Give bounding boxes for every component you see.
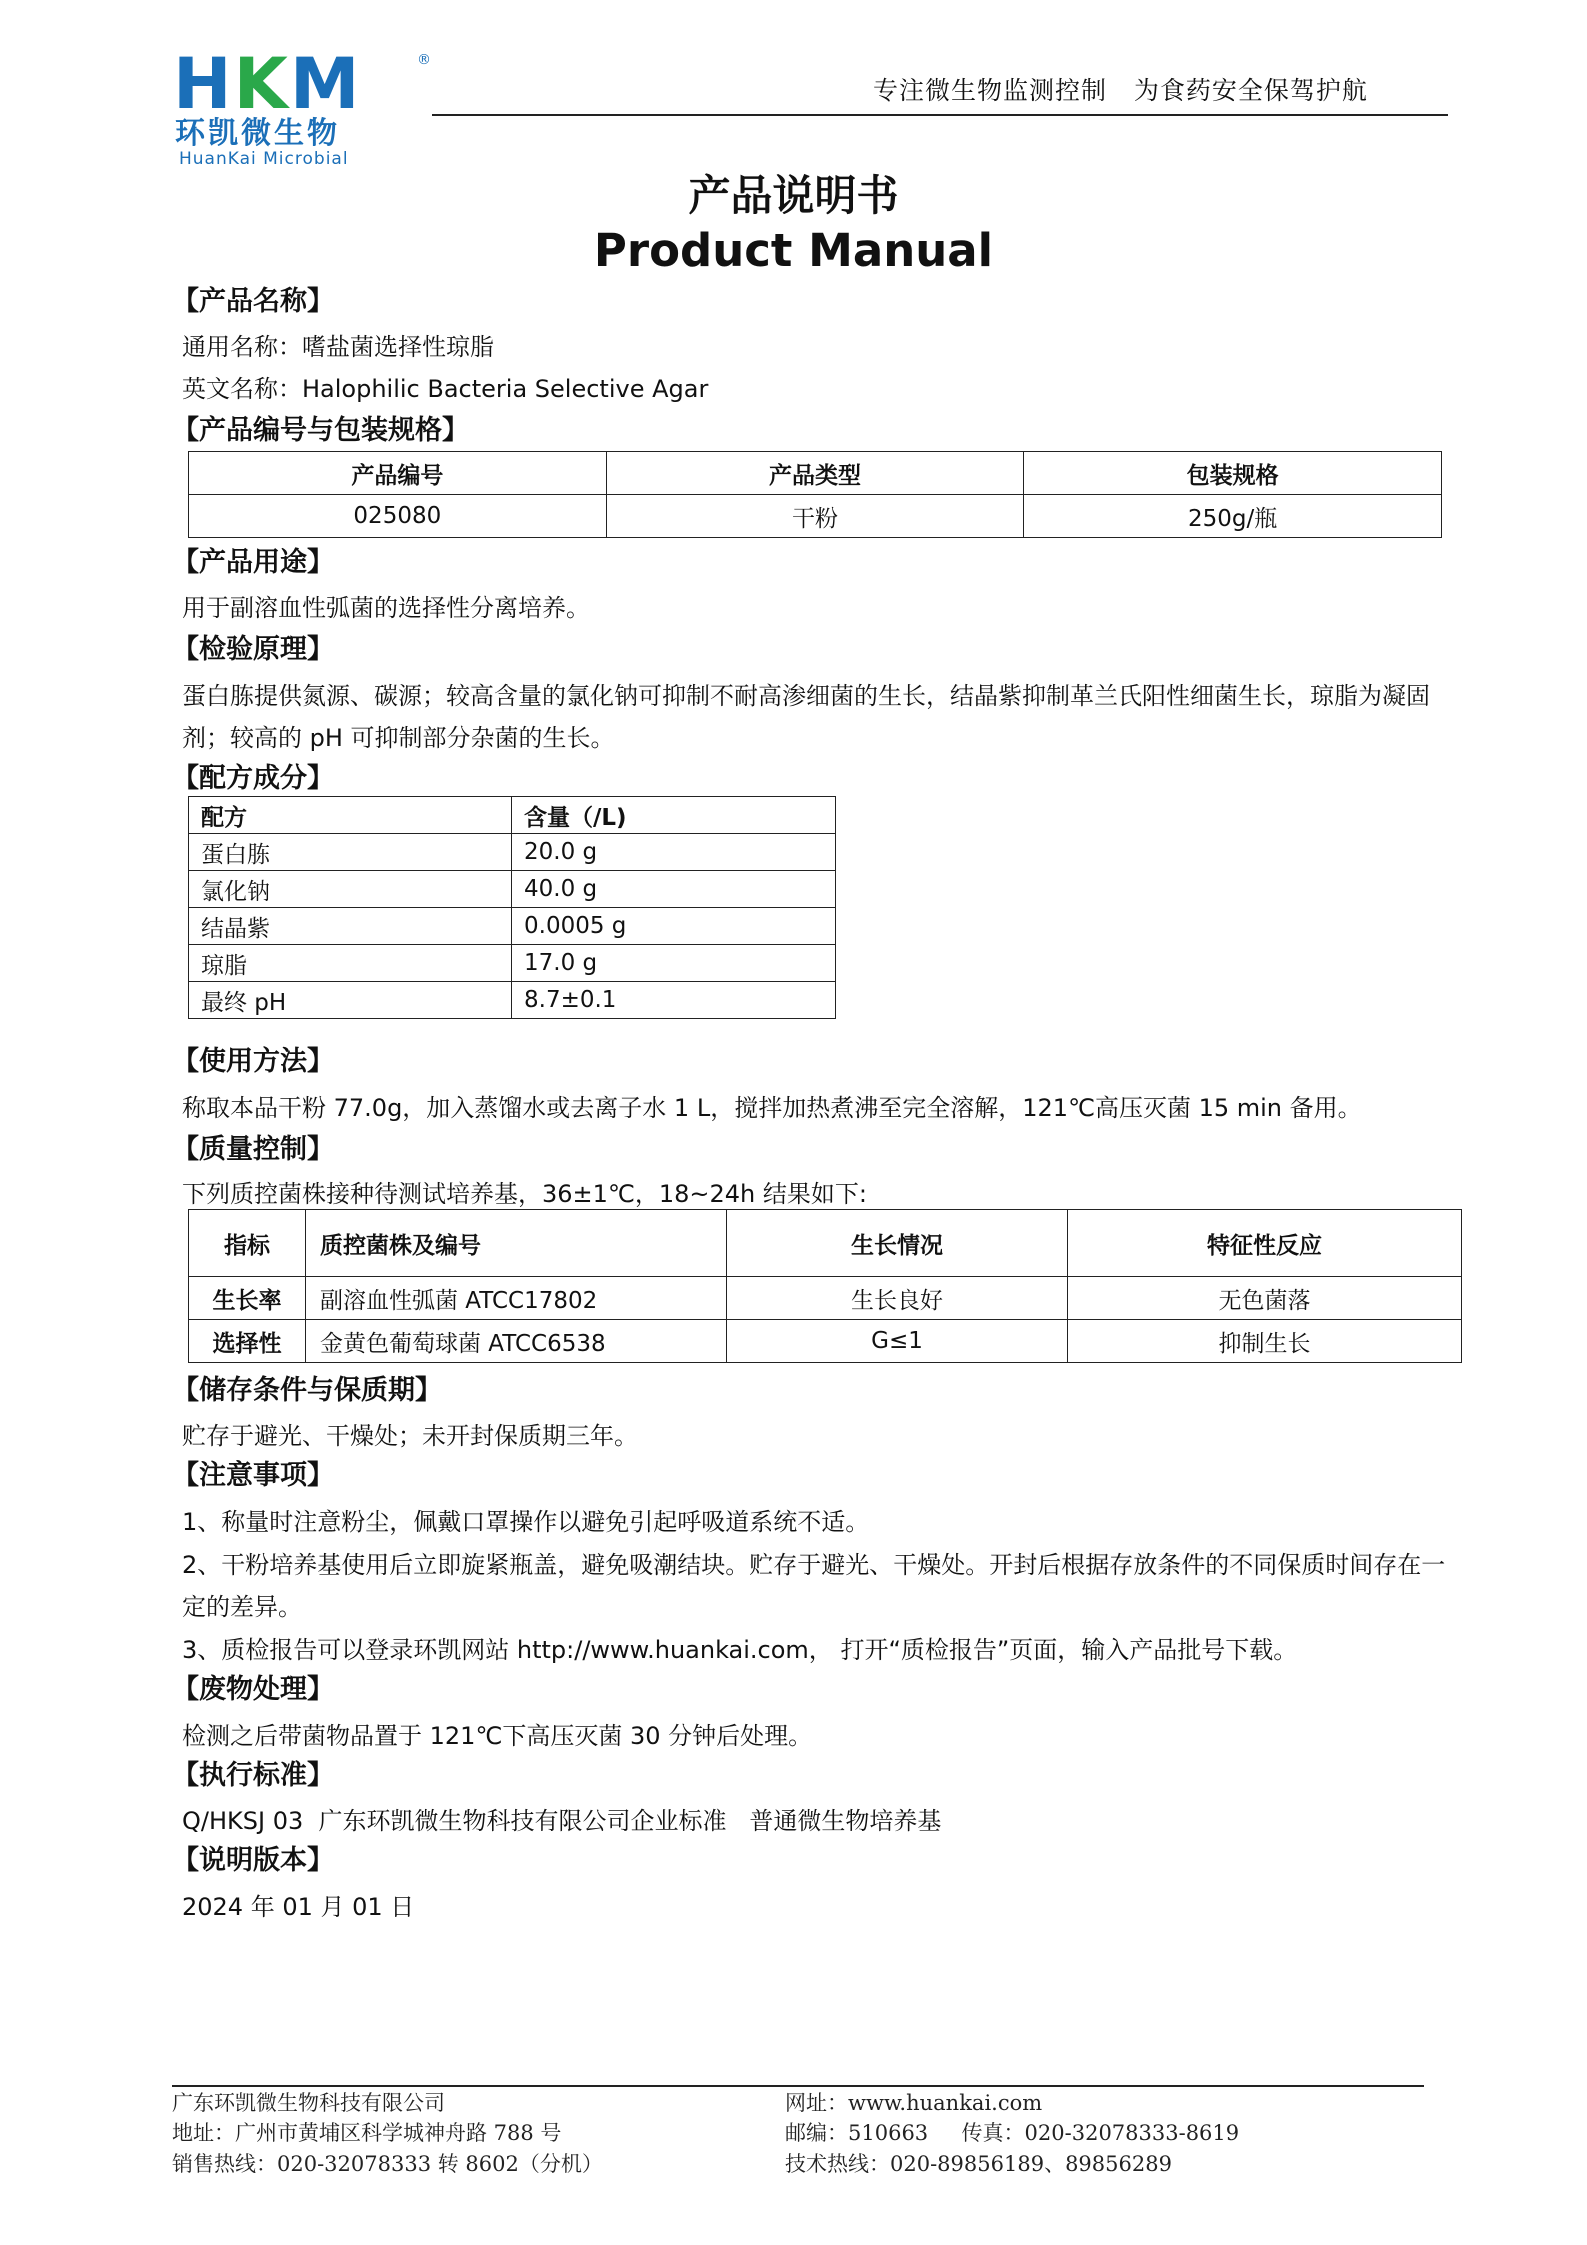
qc-indicator: 生长率 [189,1277,306,1320]
ingredient-amount: 17.0 g [512,945,836,982]
quality-control-table [188,1209,1462,1363]
qc-strain: 金黄色葡萄球菌 ATCC6538 [306,1320,727,1363]
table-row [189,495,1442,538]
table-header-cell: 配方 [189,797,512,834]
company-logo [173,43,433,169]
section-heading-waste: 【废物处理】 [172,1674,334,1705]
header-slogan: 专注微生物监测控制 为食药安全保驾护航 [873,76,1368,105]
ingredient-name: 氯化钠 [189,871,512,908]
footer-website[interactable]: 网址：www.huankai.com [785,2091,1043,2115]
section-heading-notes: 【注意事项】 [172,1460,334,1491]
table-header-cell: 产品编号 [189,452,607,495]
ingredient-name: 蛋白胨 [189,834,512,871]
qc-intro: 下列质控菌株接种待测试培养基，36±1℃，18~24h 结果如下: [182,1180,867,1208]
method-text: 称取本品干粉 77.0g，加入蒸馏水或去离子水 1 L，搅拌加热煮沸至完全溶解，121℃高压灭菌 15 min 备用。 [182,1094,1362,1122]
note-1: 1、称量时注意粉尘，佩戴口罩操作以避免引起呼吸道系统不适。 [182,1508,870,1536]
table-header-cell: 产品类型 [606,452,1024,495]
footer-sales-hotline: 销售热线：020-32078333 转 8602（分机） [172,2152,603,2176]
qc-indicator: 选择性 [189,1320,306,1363]
page-title-chinese: 产品说明书 [688,171,899,220]
package-table [188,451,1442,538]
section-heading-version: 【说明版本】 [172,1845,334,1876]
footer-tech-hotline: 技术热线：020-89856189、89856289 [785,2152,1172,2176]
waste-text: 检测之后带菌物品置于 121℃下高压灭菌 30 分钟后处理。 [182,1722,813,1750]
table-row [189,834,836,871]
header-divider [432,114,1448,116]
note-3: 3、质检报告可以登录环凯网站 http://www.huankai.com， 打开“质检报告”页面，输入产品批号下载。 [182,1636,1298,1664]
table-row [189,1320,1462,1363]
formula-table [188,796,836,1019]
footer-divider [172,2085,1424,2087]
section-heading-storage: 【储存条件与保质期】 [172,1375,442,1406]
table-row [189,1277,1462,1320]
table-row [189,945,836,982]
qc-reaction: 抑制生长 [1068,1320,1462,1363]
note-2-line-1: 2、干粉培养基使用后立即旋紧瓶盖，避免吸潮结块。贮存于避光、干燥处。开封后根据存放条件的不同保质时间存在一 [182,1551,1446,1579]
section-heading-product-name: 【产品名称】 [172,286,334,317]
table-header-cell: 质控菌株及编号 [306,1210,727,1277]
standard-text: Q/HKSJ 03 广东环凯微生物科技有限公司企业标准 普通微生物培养基 [182,1807,942,1835]
footer-address: 地址：广州市黄埔区科学城神舟路 788 号 [172,2121,562,2145]
registered-mark: ® [417,52,431,68]
ingredient-amount: 40.0 g [512,871,836,908]
ingredient-amount: 0.0005 g [512,908,836,945]
package-size: 250g/瓶 [1024,495,1442,538]
ingredient-name: 结晶紫 [189,908,512,945]
principle-line-2: 剂；较高的 pH 可抑制部分杂菌的生长。 [182,724,615,752]
ingredient-amount: 8.7±0.1 [512,982,836,1019]
section-heading-package: 【产品编号与包装规格】 [172,415,469,446]
footer-company: 广东环凯微生物科技有限公司 [172,2091,445,2115]
section-heading-standard: 【执行标准】 [172,1760,334,1791]
table-row [189,871,836,908]
english-name: 英文名称：Halophilic Bacteria Selective Agar [182,375,709,403]
footer-postcode-fax: 邮编：510663 传真：020-32078333-8619 [785,2121,1240,2145]
usage-text: 用于副溶血性弧菌的选择性分离培养。 [182,594,590,622]
qc-strain: 副溶血性弧菌 ATCC17802 [306,1277,727,1320]
table-header-row [189,797,836,834]
logo-english-name: HuanKai Microbial [179,149,349,169]
table-header-row [189,1210,1462,1277]
table-header-cell: 含量（/L) [512,797,836,834]
page-title-english: Product Manual [593,224,994,277]
table-row [189,982,836,1019]
table-header-cell: 特征性反应 [1068,1210,1462,1277]
product-type: 干粉 [606,495,1024,538]
table-header-cell: 指标 [189,1210,306,1277]
logo-mark: HKM [173,43,362,125]
table-header-cell: 包装规格 [1024,452,1442,495]
product-number: 025080 [189,495,607,538]
qc-growth: G≤1 [727,1320,1068,1363]
qc-reaction: 无色菌落 [1068,1277,1462,1320]
section-heading-principle: 【检验原理】 [172,634,334,665]
section-heading-quality-control: 【质量控制】 [172,1134,334,1165]
version-date: 2024 年 01 月 01 日 [182,1893,415,1921]
common-name: 通用名称：嗜盐菌选择性琼脂 [182,333,494,361]
storage-text: 贮存于避光、干燥处；未开封保质期三年。 [182,1422,638,1450]
ingredient-name: 最终 pH [189,982,512,1019]
logo-chinese-name: 环凯微生物 [175,116,340,151]
section-heading-usage: 【产品用途】 [172,547,334,578]
table-header-cell: 生长情况 [727,1210,1068,1277]
table-header-row [189,452,1442,495]
qc-growth: 生长良好 [727,1277,1068,1320]
section-heading-method: 【使用方法】 [172,1046,334,1077]
ingredient-name: 琼脂 [189,945,512,982]
section-heading-formula: 【配方成分】 [172,763,334,794]
note-2-line-2: 定的差异。 [182,1593,302,1621]
ingredient-amount: 20.0 g [512,834,836,871]
table-row [189,908,836,945]
principle-line-1: 蛋白胨提供氮源、碳源；较高含量的氯化钠可抑制不耐高渗细菌的生长，结晶紫抑制革兰氏阳性细菌生长，琼脂为凝固 [182,682,1430,710]
